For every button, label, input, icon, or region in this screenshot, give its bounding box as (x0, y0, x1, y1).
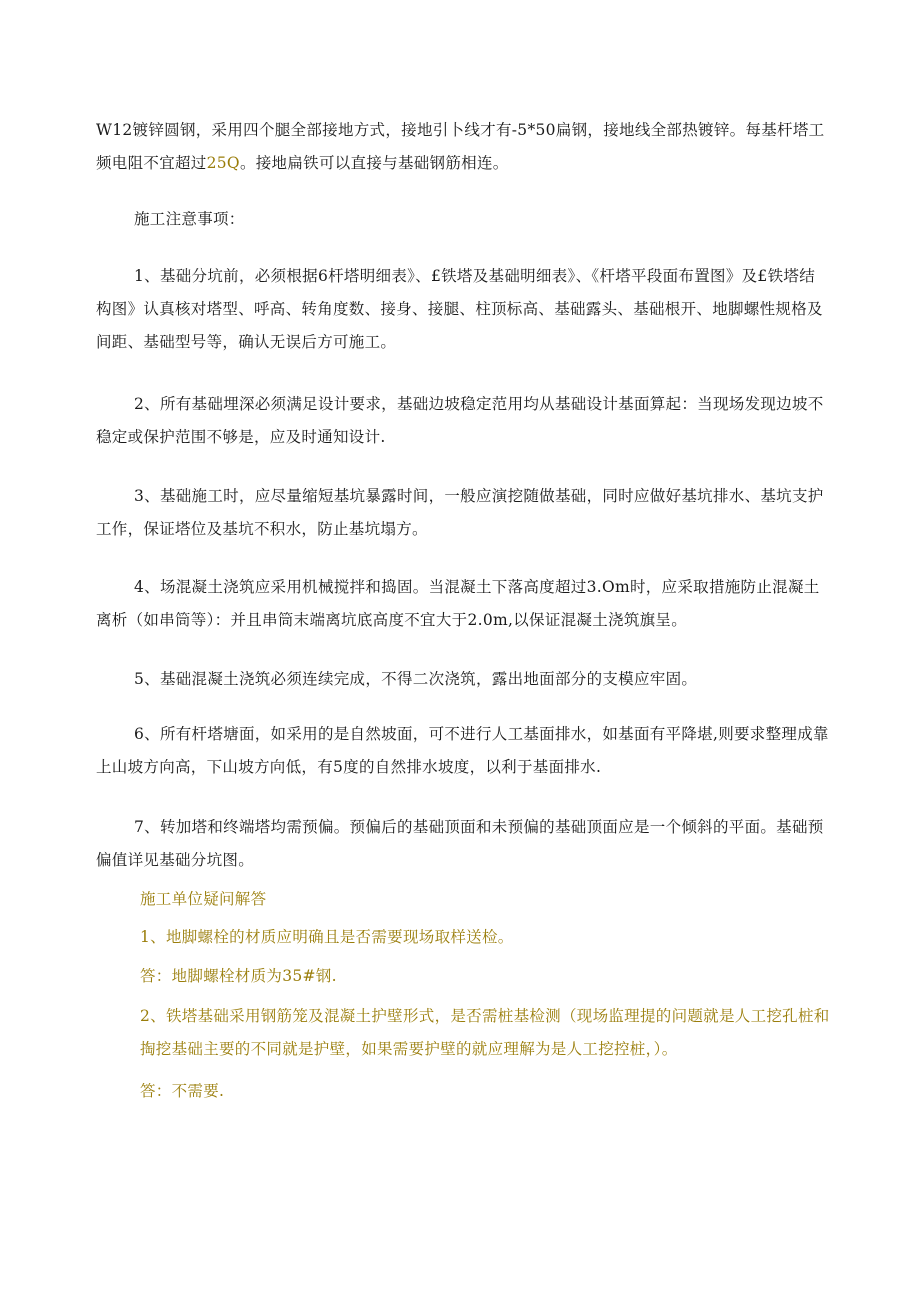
intro-text-1: W12镀锌圆钢，采用四个腿全部接地方式，接地引卜线才有-5*50扁钢，接地线全部热镀锌。每基杆塔工频电阻不宜超过 (96, 121, 825, 172)
intro-text-2: 。接地扁铁可以直接与基础钢筋相连。 (239, 154, 509, 172)
note-item-4: 4、场混凝土浇筑应采用机械搅拌和捣固。当混凝土下落高度超过3.Om时，应采取措施防止混凝土离析（如串筒等）：并且串筒末端离坑底高度不宜大于2.0m,以保证混凝土浇筑旗呈。 (96, 578, 820, 629)
answer-1: 答：地脚螺栓材质为35#钢. (140, 967, 337, 985)
answer-2: 答：不需要. (140, 1082, 225, 1100)
note-item-1: 1、基础分坑前，必须根据6杆塔明细表》、£铁塔及基础明细表》、《杆塔平段面布置图》及£铁塔结构图》认真核对塔型、呼高、转角度数、接身、接腿、柱顶标高、基础露头、基础根开、地脚螺性规格及间距、基础型号等，确认无误后方可施工。 (96, 267, 823, 351)
question-2: 2、铁塔基础采用钢筋笼及混凝土护壁形式，是否需桩基检测（现场监理提的问题就是人工挖孔桩和掏挖基础主要的不同就是护壁，如果需要护壁的就应理解为是人工挖控桩，）。 (140, 1007, 830, 1058)
note-item-5: 5、基础混凝土浇筑必须连续完成，不得二次浇筑，露出地面部分的支模应牢固。 (134, 670, 698, 688)
intro-paragraph (96, 114, 830, 180)
note-item-6: 6、所有杆塔塘面，如采用的是自然坡面，可不进行人工基面排水，如基面有平降堪,则要求整理成靠上山坡方向高，下山坡方向低，有5度的自然排水坡度，以利于基面排水. (96, 725, 829, 776)
qa-heading: 施工单位疑问解答 (140, 890, 267, 908)
note-item-3: 3、基础施工时，应尽量缩短基坑暴露时间，一般应演挖随做基础，同时应做好基坑排水、基坑支护工作，保证塔位及基坑不积水，防止基坑塌方。 (96, 487, 824, 538)
question-1: 1、地脚螺栓的材质应明确且是否需要现场取样送检。 (140, 928, 514, 946)
note-item-2: 2、所有基础埋深必须满足设计要求，基础边坡稳定范用均从基础设计基面算起：当现场发现边坡不稳定或保护范围不够是，应及时通知设计. (96, 395, 824, 446)
notes-heading: 施工注意事项： (134, 210, 245, 228)
intro-highlight: 25Q (206, 154, 240, 172)
note-item-7: 7、转加塔和终端塔均需预偏。预偏后的基础顶面和未预偏的基础顶面应是一个倾斜的平面。基础预偏值详见基础分坑图。 (96, 818, 824, 869)
